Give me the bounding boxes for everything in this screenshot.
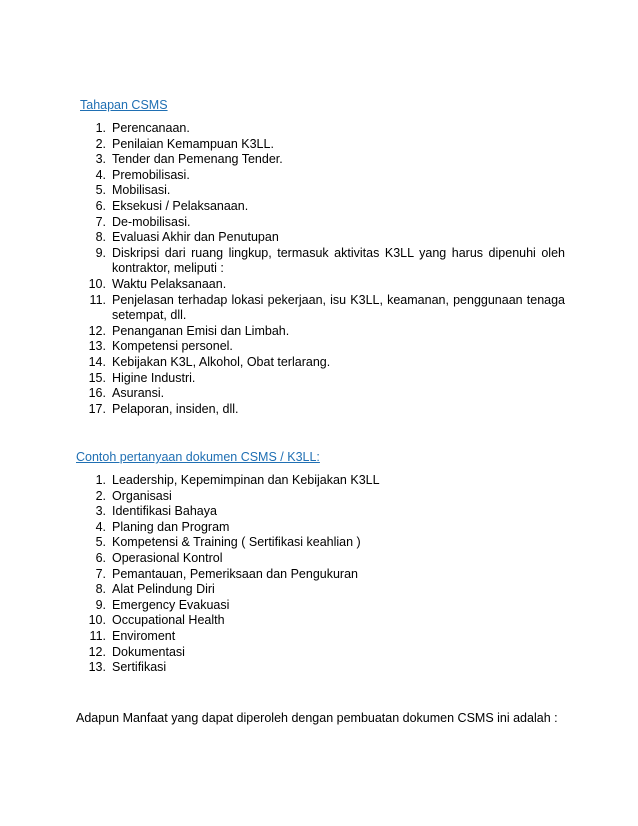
closing-paragraph: Adapun Manfaat yang dapat diperoleh dengan pembuatan dokumen CSMS ini adalah : [76,711,558,725]
list-item [85,230,565,246]
list-item-number: 12. [88,323,106,338]
section-heading-contoh-pertanyaan: Contoh pertanyaan dokumen CSMS / K3LL: [76,450,320,464]
list-item [85,520,565,536]
list-item [85,629,565,645]
list-item-text: Occupational Health [112,613,225,628]
list-item-text-line-2: setempat, dll. [112,308,187,323]
list-item-text: Enviroment [112,628,176,643]
list-item [85,489,565,505]
list-item [85,660,565,676]
list-item [85,152,565,168]
list-item [85,582,565,598]
list-item [85,215,565,231]
list-item-number: 2. [95,136,106,151]
list-item-text: Kebijakan K3L, Alkohol, Obat terlarang. [112,354,331,369]
list-item-text: Eksekusi / Pelaksanaan. [112,198,249,213]
list-item [85,598,565,614]
list-item-number: 7. [95,566,106,581]
list-item-text: Dokumentasi [112,644,185,659]
list-item-number: 9. [95,597,106,612]
list-item-text: Kompetensi personel. [112,339,233,354]
list-item [85,504,565,520]
list-item-text: De-mobilisasi. [112,214,191,229]
list-item [85,371,565,387]
list-item [85,567,565,583]
list-item-number: 17. [88,401,106,416]
list-item-number: 14. [88,354,106,369]
list-item-text: Evaluasi Akhir dan Penutupan [112,230,279,245]
list-item-text-line-1: Diskripsi dari ruang lingkup, termasuk aktivitas K3LL yang harus dipenuhi oleh [112,245,565,260]
list-item-number: 3. [95,152,106,167]
list-item-text: Leadership, Kepemimpinan dan Kebijakan K3LL [112,473,380,487]
list-item [85,402,565,418]
list-item [85,339,565,355]
list-item-number: 13. [88,339,106,354]
list-item-number: 8. [95,230,106,245]
list-item [85,183,565,199]
list-item [85,246,565,277]
list-item-text: Planing dan Program [112,519,230,534]
list-item-text: Perencanaan. [112,121,190,135]
list-item [85,168,565,184]
list-item [85,355,565,371]
list-item-text: Higine Industri. [112,370,196,385]
list-item [85,473,565,489]
list-item-number: 2. [95,488,106,503]
list-item-text [112,293,565,324]
tahapan-csms-list [85,121,565,417]
list-item-number: 1. [95,121,106,135]
list-item-number: 6. [95,550,106,565]
list-item-text: Mobilisasi. [112,183,171,198]
list-item-number: 10. [88,613,106,628]
list-item-number: 6. [95,198,106,213]
list-item-text-line-2: kontraktor, meliputi : [112,261,224,276]
list-item-text [112,246,565,277]
list-item [85,613,565,629]
list-item-text: Emergency Evakuasi [112,597,230,612]
list-item [85,551,565,567]
list-item-text: Pelaporan, insiden, dll. [112,401,239,416]
list-item-text-line-1: Penjelasan terhadap lokasi pekerjaan, isu K3LL, keamanan, penggunaan tenaga [112,292,565,307]
list-item [85,277,565,293]
list-item-number: 11. [89,292,106,307]
list-item-number: 4. [95,519,106,534]
list-item-number: 4. [95,167,106,182]
list-item-text: Operasional Kontrol [112,550,223,565]
list-item [85,121,565,137]
list-item-text: Asuransi. [112,386,165,401]
list-item-text: Identifikasi Bahaya [112,504,217,519]
list-item-text: Tender dan Pemenang Tender. [112,152,283,167]
list-item-text: Penanganan Emisi dan Limbah. [112,323,290,338]
list-item-number: 5. [95,183,106,198]
list-item [85,535,565,551]
list-item-number: 1. [95,473,106,487]
list-item [85,386,565,402]
list-item-text: Sertifikasi [112,660,167,675]
section-heading-tahapan-csms: Tahapan CSMS [80,98,168,112]
list-item-text: Premobilisasi. [112,167,190,182]
list-item-text: Alat Pelindung Diri [112,582,215,597]
list-item [85,137,565,153]
list-item-text: Kompetensi & Training ( Sertifikasi keahlian ) [112,535,361,550]
list-item [85,645,565,661]
list-item-number: 7. [95,214,106,229]
list-item-text: Waktu Pelaksanaan. [112,276,227,291]
contoh-pertanyaan-list [85,473,565,676]
list-item-number: 16. [88,386,106,401]
list-item-text: Pemantauan, Pemeriksaan dan Pengukuran [112,566,358,581]
list-item-number: 10. [88,276,106,291]
list-item [85,324,565,340]
list-item-number: 11. [89,628,106,643]
list-item-text: Organisasi [112,488,172,503]
list-item [85,199,565,215]
list-item-number: 3. [95,504,106,519]
list-item-number: 9. [95,245,106,260]
list-item [85,293,565,324]
list-item-text: Penilaian Kemampuan K3LL. [112,136,274,151]
list-item-number: 5. [95,535,106,550]
list-item-number: 13. [88,660,106,675]
list-item-number: 15. [88,370,106,385]
list-item-number: 8. [95,582,106,597]
list-item-number: 12. [88,644,106,659]
